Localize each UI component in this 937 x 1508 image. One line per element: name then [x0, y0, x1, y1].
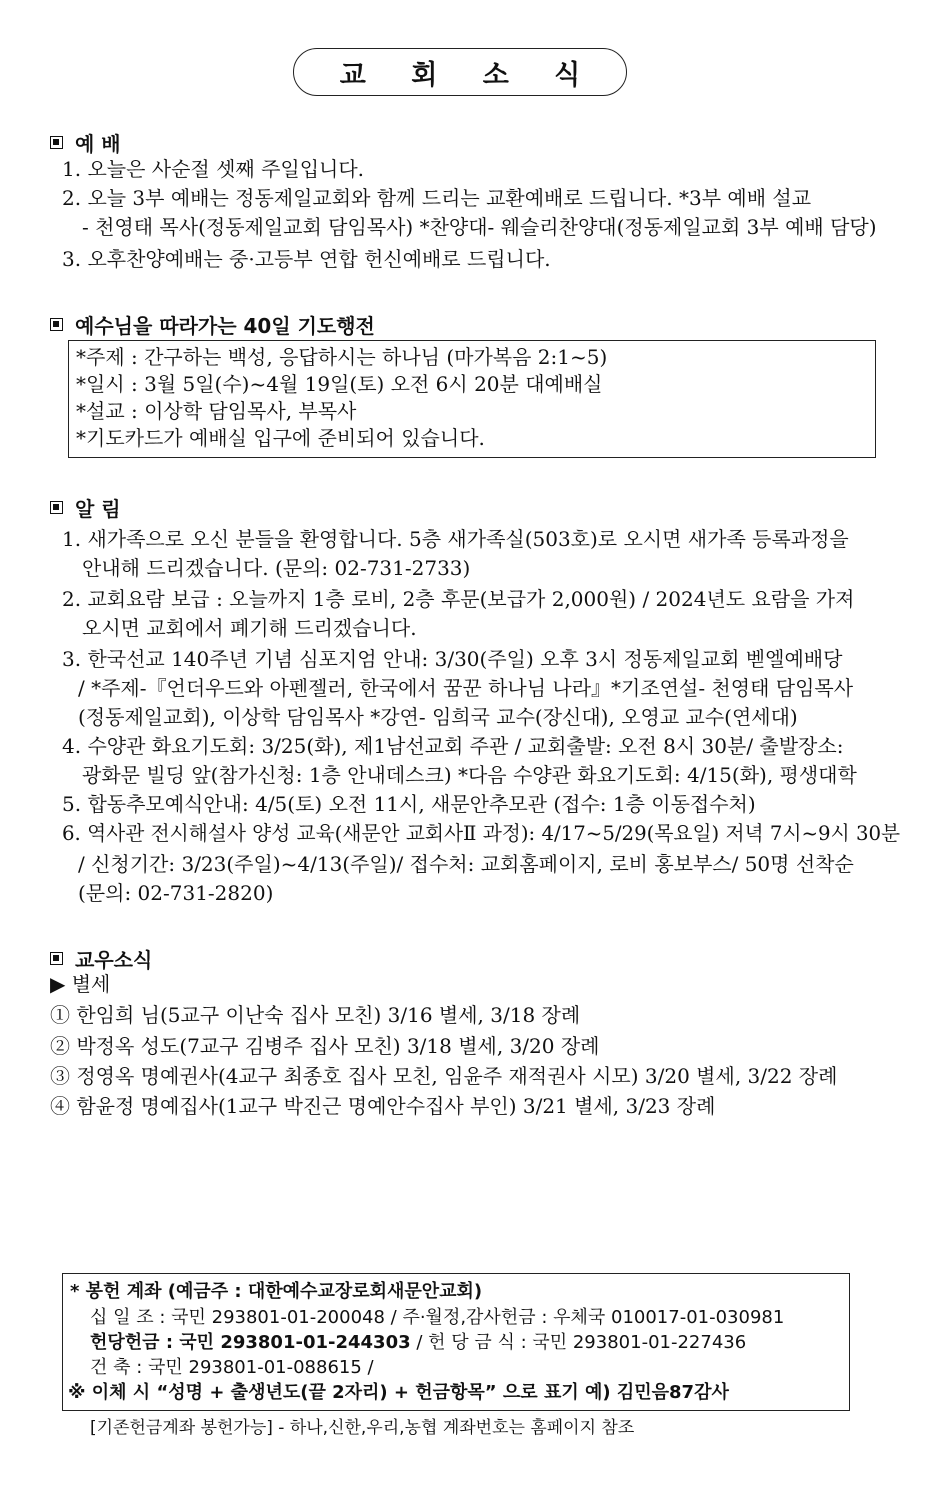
notice-line: 4. 수양관 화요기도회: 3/25(화), 제1남선교회 주관 / 교회출발: 오전 8시 30분/ 출발장소: — [62, 734, 844, 758]
notice-line: 안내해 드리겠습니다. (문의: 02-731-2733) — [82, 556, 471, 580]
page-title: 교 회 소 식 — [339, 59, 599, 91]
members-line: ② 박정옥 성도(7교구 김병주 집사 모친) 3/18 별세, 3/20 장례 — [50, 1034, 600, 1058]
members-line: ④ 함윤정 명예집사(1교구 박진근 명예안수집사 부인) 3/21 별세, 3/23 장례 — [50, 1094, 716, 1118]
section-heading-notice: 알 림 — [50, 493, 121, 522]
prayer-line: *일시 : 3월 5일(수)~4월 19일(토) 오전 6시 20분 대예배실 — [76, 372, 603, 396]
offering-footnote: [기존헌금계좌 봉헌가능] - 하나,신한,우리,농협 계좌번호는 홈페이지 참조 — [90, 1418, 635, 1438]
members-line: ① 한임희 님(5교구 이난숙 집사 모친) 3/16 별세, 3/18 장례 — [50, 1003, 581, 1027]
notice-line: 3. 한국선교 140주년 기념 심포지엄 안내: 3/30(주일) 오후 3시 정동제일교회 벧엘예배당 — [62, 647, 843, 671]
notice-line: 5. 합동추모예식안내: 4/5(토) 오전 11시, 새문안추모관 (접수: 1층 이동접수처) — [62, 792, 756, 816]
section-heading-worship: 예 배 — [50, 128, 121, 157]
worship-line: 2. 오늘 3부 예배는 정동제일교회와 함께 드리는 교환예배로 드립니다. *3부 예배 설교 — [62, 186, 812, 210]
notice-line: (정동제일교회), 이상학 담임목사 *강연- 임희국 교수(장신대), 오영교 교수(연세대) — [78, 705, 798, 729]
prayer-line: *기도카드가 예배실 입구에 준비되어 있습니다. — [76, 426, 485, 450]
prayer-line: *주제 : 간구하는 백성, 응답하시는 하나님 (마가복음 2:1~5) — [76, 345, 608, 369]
square-bullet-icon — [50, 952, 63, 965]
square-bullet-icon — [50, 501, 63, 514]
section-heading-members: 교우소식 — [50, 944, 152, 973]
notice-line: (문의: 02-731-2820) — [78, 881, 274, 905]
worship-line: 3. 오후찬양예배는 중·고등부 연합 헌신예배로 드립니다. — [62, 247, 551, 271]
offering-line: 헌당헌금 : 국민 293801-01-244303 / 헌 당 금 식 : 국민 293801-01-227436 — [90, 1332, 747, 1353]
square-bullet-icon — [50, 136, 63, 149]
offering-line: 건 축 : 국민 293801-01-088615 / — [90, 1357, 374, 1378]
notice-line: 2. 교회요람 보급 : 오늘까지 1층 로비, 2층 후문(보급가 2,000원) / 2024년도 요람을 가져 — [62, 587, 855, 611]
notice-line: / 신청기간: 3/23(주일)~4/13(주일)/ 접수처: 교회홈페이지, 로비 홍보부스/ 50명 선착순 — [78, 852, 854, 876]
page-title-banner — [293, 48, 627, 96]
offering-transfer-note: ※ 이체 시 “성명 + 출생년도(끝 2자리) + 헌금항목” 으로 표기 예) 김민음87감사 — [68, 1382, 729, 1403]
members-line: ③ 정영옥 명예권사(4교구 최종호 집사 모친, 임윤주 재적권사 시모) 3/20 별세, 3/22 장례 — [50, 1064, 838, 1088]
notice-line: / *주제-『언더우드와 아펜젤러, 한국에서 꿈꾼 하나님 나라』*기조연설- 천영태 담임목사 — [78, 676, 854, 700]
worship-line: - 천영태 목사(정동제일교회 담임목사) *찬양대- 웨슬리찬양대(정동제일교회 3부 예배 담당) — [82, 215, 877, 239]
notice-line: 6. 역사관 전시해설사 양성 교육(새문안 교회사Ⅱ 과정): 4/17~5/29(목요일) 저녁 7시~9시 30분 — [62, 822, 901, 845]
prayer-line: *설교 : 이상학 담임목사, 부목사 — [76, 399, 357, 423]
section-heading-prayer: 예수님을 따라가는 40일 기도행전 — [50, 310, 375, 339]
offering-header: * 봉헌 계좌 (예금주 : 대한예수교장로회새문안교회) — [70, 1281, 483, 1302]
notice-line: 오시면 교회에서 폐기해 드리겠습니다. — [82, 616, 417, 640]
worship-line: 1. 오늘은 사순절 셋째 주일입니다. — [62, 157, 365, 181]
square-bullet-icon — [50, 318, 63, 331]
notice-line: 광화문 빌딩 앞(참가신청: 1층 안내데스크) *다음 수양관 화요기도회: 4/15(화), 평생대학 — [82, 763, 857, 787]
notice-line: 1. 새가족으로 오신 분들을 환영합니다. 5층 새가족실(503호)로 오시면 새가족 등록과정을 — [62, 527, 849, 551]
members-subheading: ▶ 별세 — [50, 972, 111, 996]
offering-line: 십 일 조 : 국민 293801-01-200048 / 주·월정,감사헌금 : 우체국 010017-01-030981 — [90, 1307, 785, 1328]
